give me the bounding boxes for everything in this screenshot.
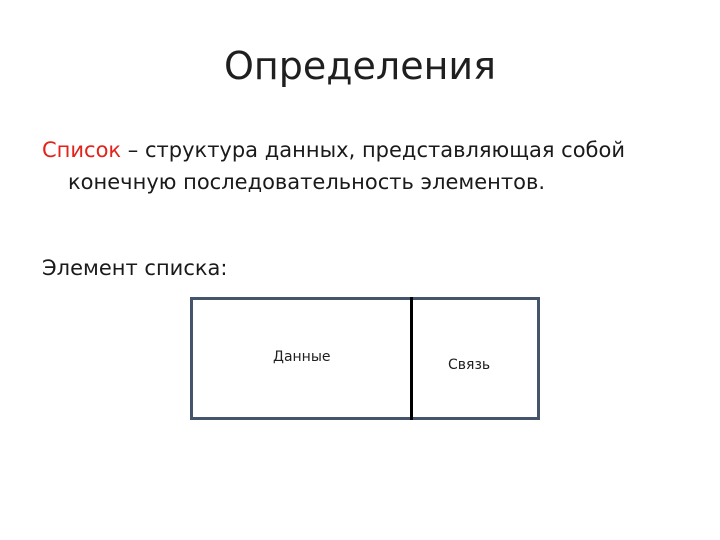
data-cell-label: Данные — [273, 349, 331, 365]
link-cell-label: Связь — [448, 357, 491, 373]
cell-divider — [410, 297, 413, 420]
definition-term: Список — [42, 138, 122, 162]
element-label: Элемент списка: — [42, 256, 228, 280]
definition-text-line1: – структура данных, представляющая собой — [121, 138, 625, 162]
definition-text-line2: конечную последовательность элементов. — [68, 170, 546, 194]
slide-title: Определения — [224, 44, 496, 88]
list-element-diagram — [190, 297, 540, 420]
definition-paragraph — [42, 134, 692, 198]
